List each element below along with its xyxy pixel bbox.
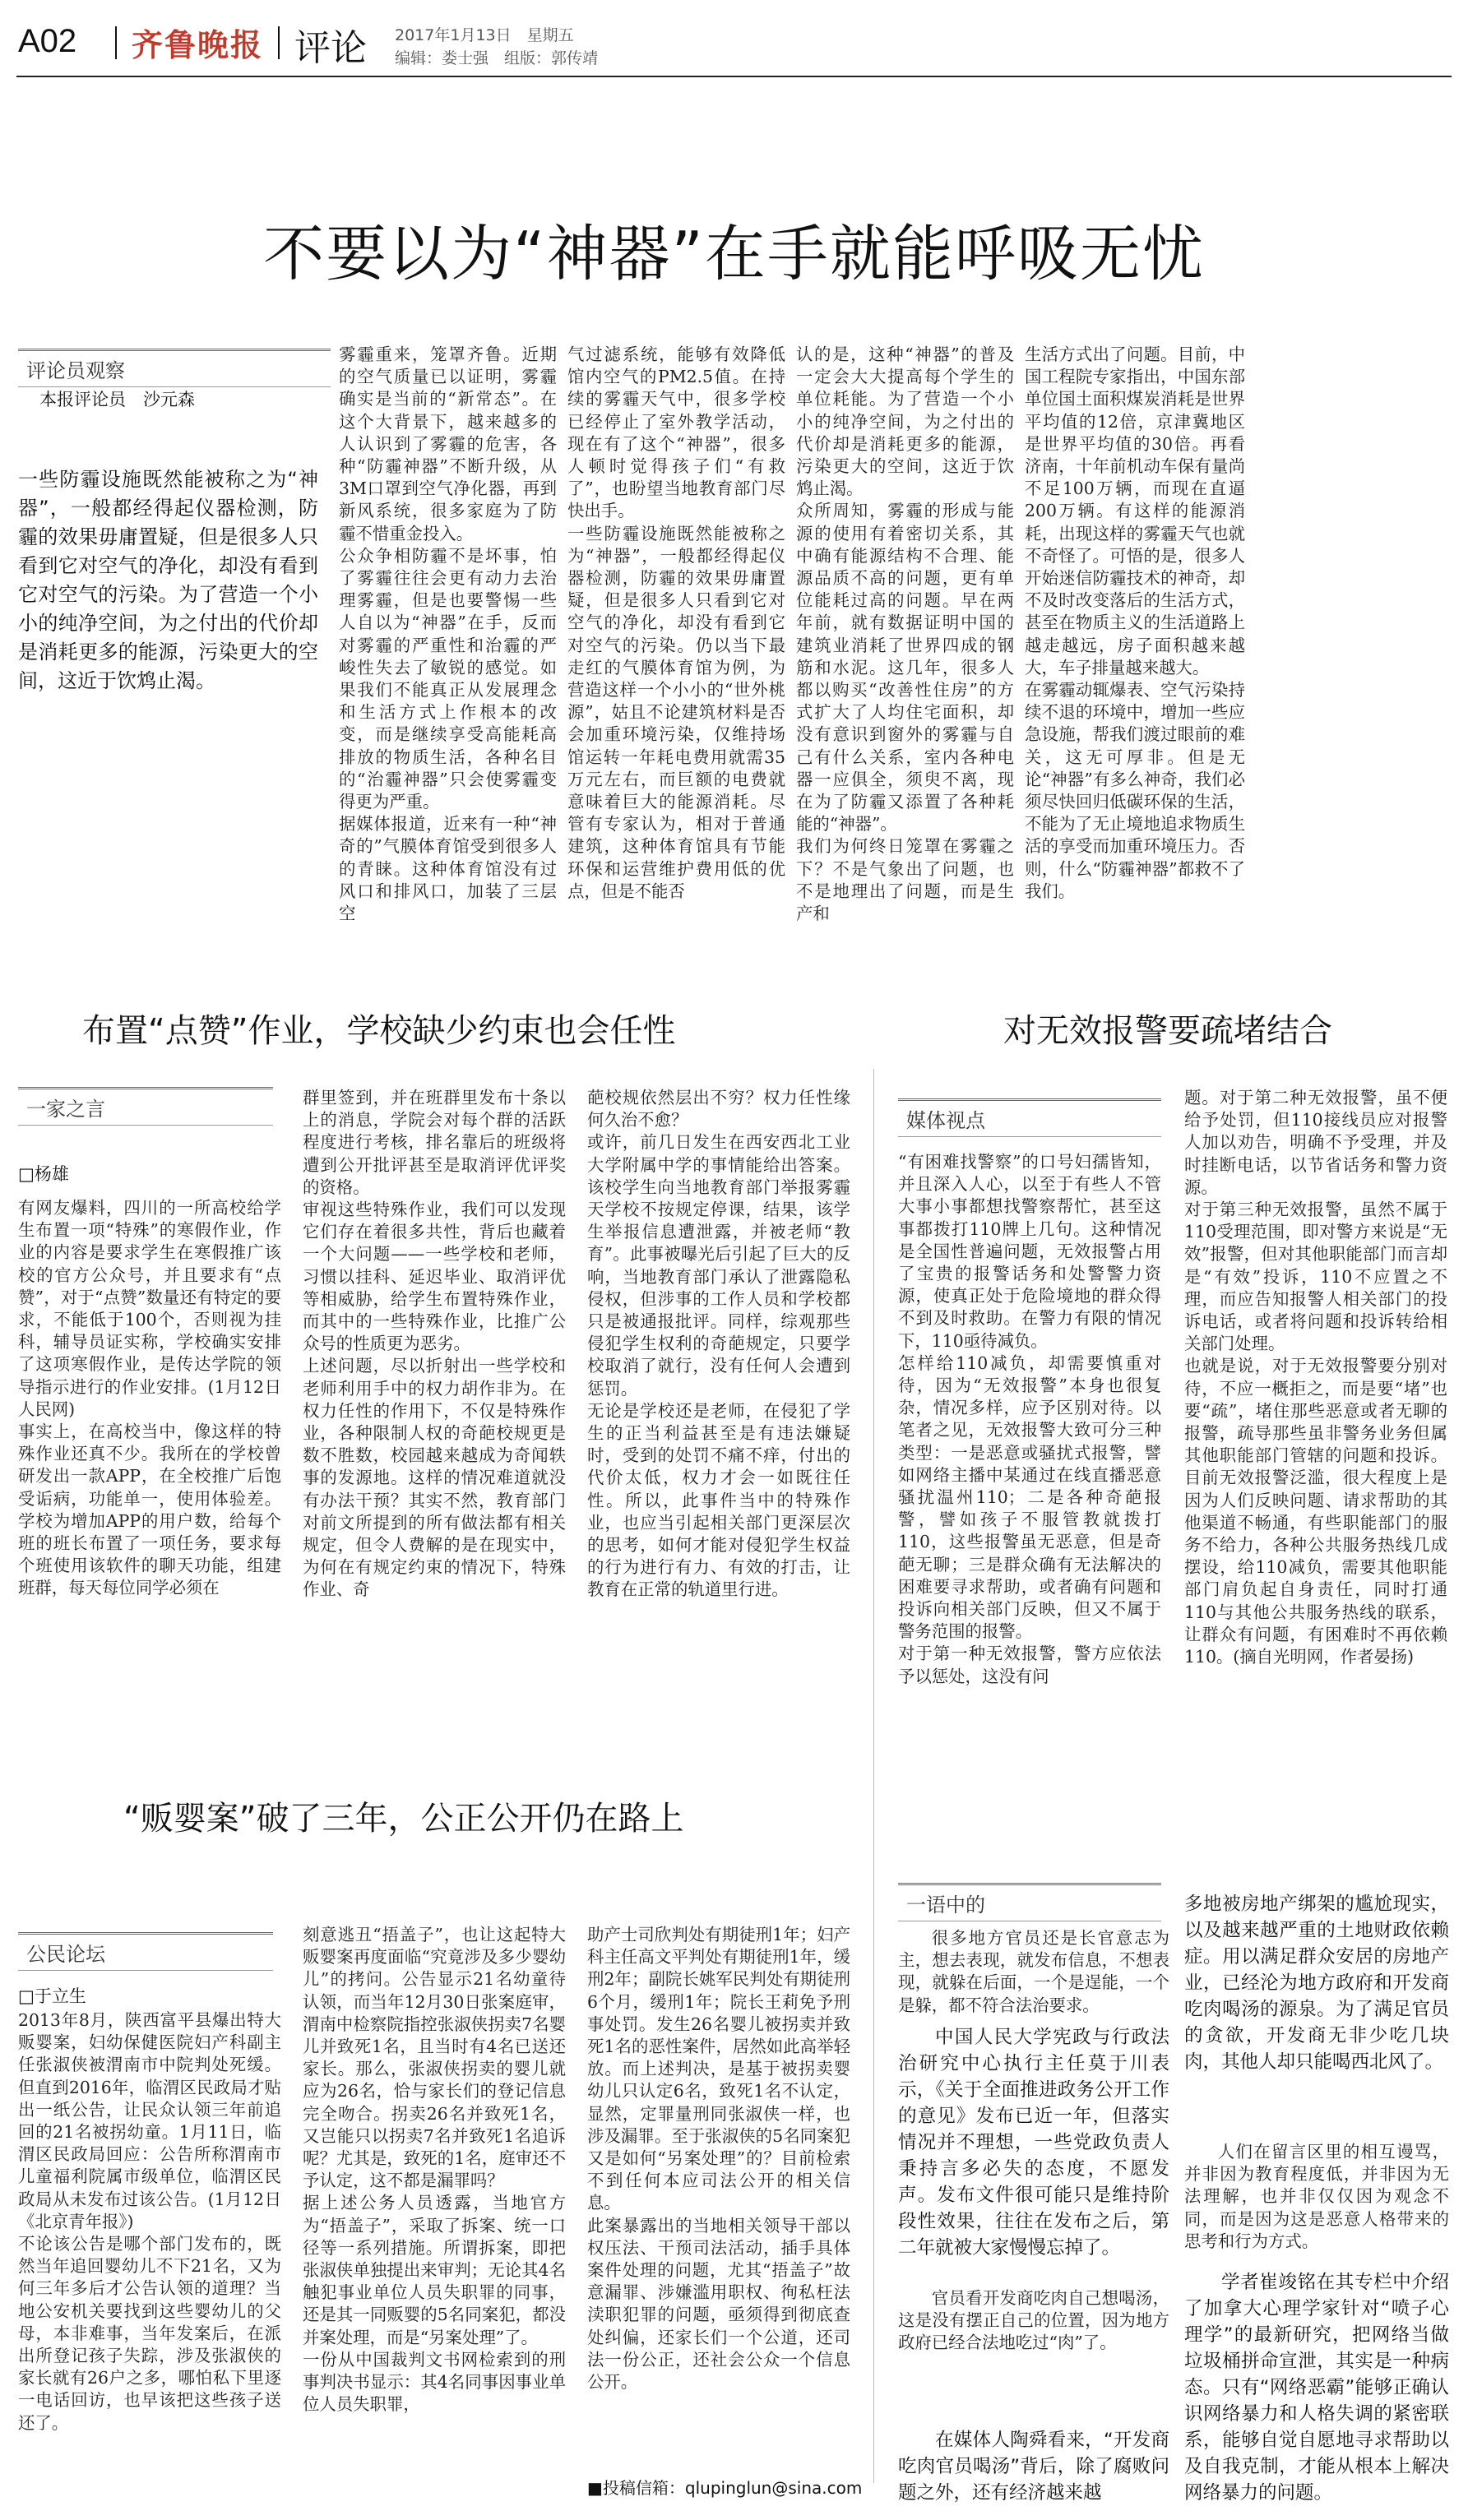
submission-email: ■投稿信箱：qlupinglun@sina.com (587, 2478, 863, 2498)
article-column: 生活方式出了问题。目前，中国工程院专家指出，中国东部单位国土面积煤炭消耗是世界平均值的12倍，京津冀地区是世界平均值的30倍。再看济南，十年前机动车保有量尚不足100万辆，而现在直逼200万辆。有这样的能源消耗，出现这样的雾霾天气也就不奇怪了。可悟的是，很多人开始迷信防霾技术的神奇，却不及时改变落后的生活方式，甚至在物质主义的生活道路上越走越远，房子面积越来越大，车子排量越来越大。 在雾霾动辄爆表、空气污染持续不退的环境中，增加一些应急设施，帮我们渡过眼前的难关，这无可厚非。但是无论“神器”有多么神奇，我们必须尽快回归低碳环保的生活，不能为了无止境地追求物质生活的享受而加重环境压力。否则，什么“防霾神器”都救不了我们。 (1025, 344, 1245, 901)
article-column: 助产士司欣判处有期徒刑1年；妇产科主任高文平判处有期徒刑1年，缓刑2年；副院长姚军民判处有期徒刑6个月，缓刑1年；院长王莉免予刑事处罚。发生26名婴儿被拐卖并致死1名的恶性案件，居然如此高举轻放。而上述判决，是基于被拐卖婴幼儿只认定6名，致死1名不认定，显然，定罪量刑同张淑侠一样，也涉及漏罪。至于张淑侠的5名同案犯又是如何“另案处理”的？目前检索不到任何本应司法公开的相关信息。 此案暴露出的当地相关领导干部以权压法、干预司法活动，插手具体案件处理的问题，尤其“捂盖子”故意漏罪、涉嫌滥用职权、徇私枉法渎职犯罪的问题，亟须得到彻底查处纠偏，还家长们一个公道，还司法一份公正，还社会公众一个信息公开。 (587, 1925, 850, 2393)
page-number: A02 (18, 23, 77, 59)
section-title: 评论 (294, 27, 367, 69)
article-headline: 布置“点赞”作业，学校缺少约束也会任性 (82, 1012, 676, 1050)
quote-paragraph: 人们在留言区里的相互谩骂，并非因为教育程度低，并非因为无法理解，也并非仅仅因为观念不同，而是因为这是恶意人格带来的思考和行为方式。 (1184, 2142, 1449, 2251)
newspaper-logo: 齐鲁晚报 (132, 26, 264, 63)
article-column: 群里签到，并在班群里发布十条以上的消息，学院会对每个群的活跃程度进行考核，排名靠后的班级将遭到公开批评甚至是取消评优评奖的资格。 审视这些特殊作业，我们可以发现它们存在着很多共性，背后也藏着一个大问题——一些学校和老师，习惯以挂科、延迟毕业、取消评优等相威胁，给学生布置特殊作业，而其中的一些特殊作业，比推广公众号的性质更为恶劣。 上述问题，尽以折射出一些学校和老师利用手中的权力胡作非为。在权力任性的作用下，不仅是特殊作业，各种限制人权的奇葩校规更是数不胜数，校园越来越成为奇闻轶事的发源地。这样的情况难道就没有办法干预？其实不然，教育部门对前文所提到的所有做法都有相关规定，但令人费解的是在现实中，为何在有规定约束的情况下，特殊作业、奇 (303, 1088, 566, 1600)
byline: □杨雄 (18, 1164, 69, 1184)
commentary-paragraph: 学者崔竣铭在其专栏中介绍了加拿大心理学家针对“喷子心理学”的最新研究，把网络当做垃圾桶拼命宣泄，其实是一种病态。只有“网络恶霸”能够正确认识网络暴力和人格失调的紧密联系，能够自觉自愿地寻求帮助以及自我克制，才能从根本上解决网络暴力的问题。 (1184, 2272, 1449, 2504)
column-label: 公民论坛 (18, 1932, 273, 1971)
article-column: “有困难找警察”的口号妇孺皆知，并且深入人心，以至于有些人不管大事小事都想找警察帮忙，甚至这事都拨打110牌上几句。这种情况是全国性普遍问题，无效报警占用了宝贵的报警话务和处警警力资源，使真正处于危险境地的群众得不到及时救助。在警力有限的情况下，110亟待减负。 怎样给110减负，却需要慎重对待，因为“无效报警”本身也很复杂，情况多样，应予区别对待。以笔者之见，无效报警大致可分三种类型：一是恶意或骚扰式报警，譬如网络主播中某通过在线直播恶意骚扰温州110；二是各种奇葩报警，譬如孩子不服管教就拨打110，这些报警虽无恶意，但是奇葩无聊；三是群众确有无法解决的困难要寻求帮助，或者确有问题和投诉向相关部门反映，但又不属于警务范围的报警。 对于第一种无效报警，警方应依法予以惩处，这没有问 (898, 1152, 1161, 1686)
article-column: 题。对于第二种无效报警，虽不便给予处罚，但110接线员应对报警人加以劝告，明确不予受理，并及时挂断电话，以节省话务和警力资源。 对于第三种无效报警，虽然不属于110受理范围，即对警方来说是“无效”报警，但对其他职能部门而言却是“有效”投诉，110不应置之不理，而应告知报警人相关部门的投诉电话，或者将问题和投诉转给相关部门处理。 也就是说，对于无效报警要分别对待，不应一概拒之，而是要“堵”也要“疏”，堵住那些恶意或者无聊的报警，疏导那些虽非警务业务但属其他职能部门管辖的问题和投诉。目前无效报警泛滥，很大程度上是因为人们反映问题、请求帮助的其他渠道不畅通，有些职能部门的服务不给力，各种公共服务热线几成摆设，给110减负，需要其他职能部门肩负起自身责任，同时打通110与其他公共服务热线的联系，让群众有问题，有困难时不再依赖110。(摘自光明网，作者晏扬) (1184, 1088, 1447, 1667)
article-column: 雾霾重来，笼罩齐鲁。近期的空气质量已以证明，雾霾确实是当前的“新常态”。在这个大背景下，越来越多的人认识到了雾霾的危害，各种“防霾神器”不断升级，从3M口罩到空气净化器，再到新风系统，很多家庭为了防霾不惜重金投入。 公众争相防霾不是坏事，怕了雾霾往往会更有动力去治理雾霾，但是也要警惕一些人自以为“神器”在手，反而对雾霾的严重性和治霾的严峻性失去了敏锐的感觉。如果我们不能真正从发展理念和生活方式上作根本的改变，而是继续享受高能耗高排放的物质生活，各种名目的“治霾神器”只会使雾霾变得更为严重。 据媒体报道，近来有一种“神奇的”气膜体育馆受到很多人的青睐。这种体育馆没有过风口和排风口，加装了三层空 (339, 344, 557, 924)
masthead-rule (16, 76, 1452, 77)
byline: □于立生 (18, 1986, 86, 2006)
quote-paragraph: 官员看开发商吃肉自己想喝汤，这是没有摆正自己的位置，因为地方政府已经合法地吃过“肉”了。 (898, 2288, 1169, 2353)
commentary-paragraph: 多地被房地产绑架的尴尬现实，以及越来越严重的土地财政依赖症。用以满足群众安居的房地产业，已经沦为地方政府和开发商吃肉喝汤的源泉。为了满足官员的贪欲，开发商无非少吃几块肉，其他人却只能喝西北风了。 (1184, 1893, 1449, 2073)
commentary-paragraph: 中国人民大学宪政与行政法治研究中心执行主任莫于川表示，《关于全面推进政务公开工作的意见》发布已近一年，但落实情况并不理想，一些党政负责人秉持言多必失的态度，不愿发声。发布文件很可能只是维持阶段性效果，往往在发布之后，第二年就被大家慢慢忘掉了。 (898, 2027, 1169, 2259)
article-column: 2013年8月，陕西富平县爆出特大贩婴案，妇幼保健医院妇产科副主任张淑侠被渭南市中院判处死缓。但直到2016年，临渭区民政局才贴出一纸公告，让民众认领三年前追回的21名被拐幼童。1月11日，临渭区民政局回应：公告所称渭南市儿童福利院属市级单位，临渭区民政局从未发布过该公告。(1月12日《北京青年报》) 不论该公告是哪个部门发布的，既然当年追回婴幼儿不下21名，又为何三年多后才公告认领的道理？当地公安机关要找到这些婴幼儿的父母，本非难事，当年发案后，在派出所登记孩子失踪，涉及张淑侠的家长就有26户之多，哪怕私下里逐一电话回访，也早该把这些孩子送还了。 (18, 2010, 281, 2433)
issue-date: 2017年1月13日 星期五 (395, 26, 574, 44)
article-column: 葩校规依然层出不穷？权力任性缘何久治不愈？ 或许，前几日发生在西安西北工业大学附属中学的事情能给出答案。该校学生向当地教育部门举报雾霾天学校不按规定停课，结果，该学生举报信息遭泄露，并被老师“教育”。此事被曝光后引起了巨大的反响，当地教育部门承认了泄露隐私侵权，但涉事的工作人员和学校都只是被通报批评。同样，综观那些侵犯学生权利的奇葩规定，只要学校取消了就行，没有任何人会遭到惩罚。 无论是学校还是老师，在侵犯了学生的正当利益甚至是有违法嫌疑时，受到的处罚不痛不痒，付出的代价太低，权力才会一如既往任性。所以，此事件当中的特殊作业，也应当引起相关部门更深层次的思考，如何才能对侵犯学生权益的行为进行有力、有效的打击，让教育在正常的轨道里行进。 (587, 1088, 850, 1600)
article-column: 认的是，这种“神器”的普及一定会大大提高每个学生的单位耗能。为了营造一个小小的纯净空间，为之付出的代价却是消耗更多的能源，污染更大的空间，这近于饮鸩止渴。 众所周知，雾霾的形成与能源的使用有着密切关系，其中确有能源结构不合理、能源品质不高的问题，更有单位能耗过高的问题。早在两年前，就有数据证明中国的建筑业消耗了世界四成的钢筋和水泥。这几年，很多人都以购买“改善性住房”的方式扩大了人均住宅面积，却没有意识到窗外的雾霾与自己有什么关系，室内各种电器一应俱全，须臾不离，现在为了防霾又添置了各种耗能的“神器”。 我们为何终日笼罩在雾霾之下？不是气象出了问题，也不是地理出了问题，而是生产和 (796, 344, 1014, 924)
byline: 本报评论员 沙元森 (39, 390, 195, 409)
column-label: 一家之言 (18, 1087, 273, 1126)
column-label: 媒体视点 (898, 1098, 1161, 1137)
main-headline: 不要以为“神器”在手就能呼吸无忧 (263, 219, 1205, 289)
column-label: 评论员观察 (18, 349, 331, 387)
article-headline: 对无效报警要疏堵结合 (1003, 1012, 1332, 1050)
article-summary: 一些防霾设施既然能被称之为“神器”，一般都经得起仪器检测，防霾的效果毋庸置疑，但是很多人只看到它对空气的净化，却没有看到它对空气的污染。为了营造一个小小的纯净空间，为之付出的代价却是消耗更多的能源，污染更大的空间，这近于饮鸩止渴。 (18, 468, 318, 692)
editor-credits: 编辑：娄士强 组版：郭传靖 (395, 49, 599, 67)
commentary-paragraph: 在媒体人陶舜看来，“开发商吃肉官员喝汤”背后，除了腐败问题之外，还有经济越来越 (898, 2430, 1169, 2504)
column-divider (873, 1069, 874, 2483)
article-column: 有网友爆料，四川的一所高校给学生布置一项“特殊”的寒假作业，作业的内容是要求学生在寒假推广该校的官方公众号，并且要求有“点赞”，对于“点赞”数量还有特定的要求，不能低于100个，否则视为挂科，辅导员证实称，学校确实安排了这项寒假作业，是传达学院的领导指示进行的作业安排。(1月12日人民网) 事实上，在高校当中，像这样的特殊作业还真不少。我所在的学校曾研发出一款APP，在全校推广后饱受诟病，功能单一，使用体验差。学校为增加APP的用户数，给每个班的班长布置了一项任务，要求每个班使用该软件的聊天功能，组建班群，每天每位同学必须在 (18, 1198, 281, 1598)
quote-paragraph: 很多地方官员还是长官意志为主，想去表现，就发布信息，不想表现，就躲在后面，一个是逞能，一个是躲，都不符合法治要求。 (898, 1928, 1169, 2015)
article-column: 刻意逃丑“捂盖子”，也让这起特大贩婴案再度面临“究竟涉及多少婴幼儿”的拷问。公告显示21名幼童待认领，而当年12月30日张案庭审，渭南中检察院指控张淑侠拐卖7名婴儿并致死1名，且当时有4名已送还家长。那么，张淑侠拐卖的婴儿就应为26名，恰与家长们的登记信息完全吻合。拐卖26名并致死1名，又岂能只以拐卖7名并致死1名追诉呢？尤其是，致死的1名，庭审还不予认定，这不都是漏罪吗？ 据上述公务人员透露，当地官方为“捂盖子”，采取了拆案、统一口径等一系列措施。所谓拆案，即把张淑侠单独提出来审判；无论其4名触犯事业单位人员失职罪的同事，还是其一同贩婴的5名同案犯，都没并案处理，而是“另案处理”了。 一份从中国裁判文书网检索到的刑事判决书显示：其4名同事因事业单位人员失职罪， (303, 1925, 566, 2415)
masthead-divider (115, 26, 117, 59)
column-label: 一语中的 (898, 1883, 1161, 1921)
article-column (1256, 344, 1449, 936)
article-headline: “贩婴案”破了三年，公正公开仍在路上 (123, 1800, 684, 1838)
article-column: 气过滤系统，能够有效降低馆内空气的PM2.5值。在持续的雾霾天气中，很多学校已经停止了室外教学活动，现在有了这个“神器”，很多人顿时觉得孩子们“有救了”，也盼望当地教育部门尽快出手。 一些防霾设施既然能被称之为“神器”，一般都经得起仪器检测，防霾的效果毋庸置疑，但是很多人只看到它对空气的净化，却没有看到它对空气的污染。仍以当下最走红的气膜体育馆为例，为营造这样一个小小的“世外桃源”，姑且不论建筑材料是否会加重环境污染，仅维持场馆运转一年耗电费用就需35万元左右，而巨额的电费就意味着巨大的能源消耗。尽管有专家认为，相对于普通建筑，这种体育馆具有节能环保和运营维护费用低的优点，但是不能否 (567, 344, 785, 901)
masthead-divider (278, 26, 280, 59)
